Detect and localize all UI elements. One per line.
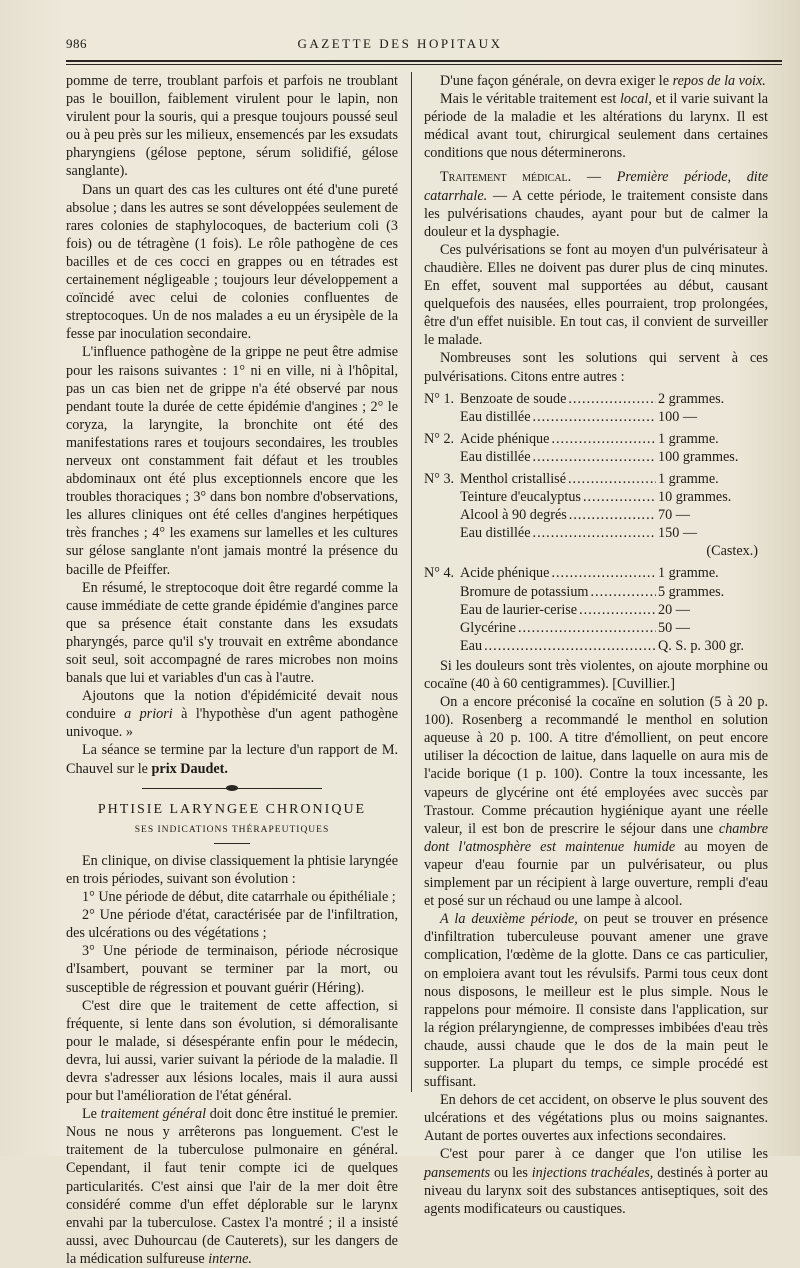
short-rule xyxy=(214,843,250,844)
leader-dots xyxy=(568,390,656,408)
text-run: — A cette période, le traitement consiste dans les pulvérisations chaudes, ayant pour but de calmer la douleur et la dysphagie. xyxy=(424,187,768,240)
right-column xyxy=(424,72,768,1218)
leader-dots xyxy=(533,524,656,542)
ingredient-name: Glycérine xyxy=(460,619,516,636)
leader-dots xyxy=(590,583,656,601)
italic-run: traitement général xyxy=(100,1106,207,1123)
ingredient-name: Acide phénique xyxy=(460,565,550,582)
recipe-line xyxy=(424,506,768,524)
paragraph: 2° Une période d'état, caractérisée par de l'infiltration, des ulcérations ou des végétations ; xyxy=(66,907,398,942)
text-run: doit donc être institué le premier. Nous ne nous y arrêterons pas longuement. C'est le traitement de la tuberculose pulmonaire en général. Cependant, il faut tenir compte ici de quelques particularités. C'est ainsi que l'air de la mer doit être considéré comme d'un effet déplorable sur le larynx envahi par la tuberculose. Castex l'a montré ; il a insisté aussi, avec Duhourcau (de Cauterets), sur les dangers de la médication sulfureuse xyxy=(66,1106,399,1267)
recipe-number: N° 4. xyxy=(424,565,455,582)
section-divider xyxy=(142,788,322,789)
paragraph: C'est dire que le traitement de cette affection, si fréquente, si lente dans son évolution, si démoralisante pour le malade, si désespérante enfin pour le médecin, devra, lui aussi, varier suivant la période de la maladie. Il devra s'adresser aux lésions locales, mais il aura aussi pour but l'amélioration de l'état général. xyxy=(66,997,398,1105)
paragraph: Nombreuses sont les solutions qui servent à ces pulvérisations. Citons entre autres : xyxy=(424,350,768,385)
leader-dots xyxy=(533,448,656,466)
ingredient-quantity: 50 — xyxy=(658,619,690,636)
leader-dots xyxy=(583,488,656,506)
recipe-list xyxy=(424,390,768,655)
recipe-line xyxy=(424,564,768,582)
italic-run: injections trachéales, xyxy=(531,1164,654,1181)
recipe-block xyxy=(424,430,768,466)
ingredient-name: Bromure de potassium xyxy=(460,583,589,600)
italic-run: local, xyxy=(619,91,652,108)
page-number: 986 xyxy=(66,36,87,51)
left-column xyxy=(66,72,398,1268)
ingredient-name: Eau distillée xyxy=(460,525,531,542)
text-run: On a encore préconisé la cocaïne en solution (5 à 20 p. 100). Rosenberg a recommandé le menthol en solution aqueuse à 20 p. 100. A titre d'émollient, on peut encore utiliser la décoction de laitue, dans laquelle on aura mis de l'acide borique (1 p. 100). Contre la toux incessante, les vapeurs de glycérine ont été employées avec succès par Trastour. Comme précaution hygiénique ayant une réelle valeur, il est bon de prescrire le séjour dans une xyxy=(424,694,768,837)
text-run: La séance se termine par la lecture d'un rapport de M. Chauvel sur le xyxy=(66,742,398,777)
recipe-line xyxy=(424,583,768,601)
ingredient-quantity: 1 gramme. xyxy=(658,565,719,582)
recipe-line xyxy=(424,524,768,542)
ingredient-quantity: 100 grammes. xyxy=(658,448,739,465)
small-caps-run: Traitement médical. xyxy=(440,169,572,186)
paragraph-a-priori xyxy=(66,687,398,741)
leader-dots xyxy=(518,619,656,637)
paragraph: Si les douleurs sont très violentes, on ajoute morphine ou cocaïne (40 à 60 centigrammes). [Cuvillier.] xyxy=(424,657,768,692)
italic-run: A la deuxième période, xyxy=(440,911,578,928)
recipe-number: N° 2. xyxy=(424,430,455,447)
column-divider xyxy=(411,72,412,1092)
paragraph: En résumé, le streptocoque doit être regardé comme la cause immédiate de cette grande épidémie d'angines parce que sa présence était constante dans les exsudats pharyngés, parce qu'il s'y trouvait en extrême abondance soit seul, soit accompagné de rares microbes non moins banals que lui et variables d'un cas à l'autre. xyxy=(66,579,398,687)
recipe-line xyxy=(424,430,768,448)
text-run: — xyxy=(586,169,602,186)
text-run: à l'hypothèse d'un agent pathogène univoque. » xyxy=(66,706,398,741)
ingredient-quantity: 100 — xyxy=(658,408,698,425)
text-run: au moyen de vapeur d'eau fournie par un pulvérisateur, ou plus simplement par un récipient à large ouverture, rempli d'eau et posé sur un réchaud ou une lampe à alcool. xyxy=(424,838,768,910)
paragraph-repos xyxy=(424,72,768,90)
paragraph: En clinique, on divise classiquement la phtisie laryngée en trois périodes, suivant son évolution : xyxy=(66,852,398,887)
section-subtitle: SES INDICATIONS THÉRAPEUTIQUES xyxy=(134,824,330,835)
paragraph: L'influence pathogène de la grippe ne peut être admise pour les raisons suivantes : 1° ni en ville, ni à l'hôpital, pas un cas bien net de grippe n'a été observé par nous pendant toute la durée de cette épidémie d'angines ; 2° le coryza, la laryngite, la bronchite ont été des manifestations rares et toujours secondaires, les troubles nerveux ont constamment fait défaut et les troubles abdominaux ont été plus exceptionnels encore que les troubles thoraciques ; 3° dans bon nombre d'observations, les allures cliniques ont été celles d'angines herpétiques très franches ; 4° les examens sur lamelles et les cultures sur gélose sanglante n'ont jamais montré la présence du bacille de Pfeiffer. xyxy=(66,344,398,578)
paragraph-deuxieme-periode xyxy=(424,910,768,1091)
text-run: Ajoutons que la notion d'épidémicité devait nous conduire xyxy=(66,688,398,723)
ingredient-quantity: 150 — xyxy=(658,525,698,542)
ingredient-name: Eau de laurier-cerise xyxy=(460,601,578,618)
ingredient-name: Eau distillée xyxy=(460,408,531,425)
italic-run: interne. xyxy=(208,1250,252,1267)
recipe-line xyxy=(424,601,768,619)
leader-dots xyxy=(551,564,656,582)
recipe-line xyxy=(424,408,768,426)
paragraph: pomme de terre, troublant parfois et parfois ne troublant pas le bouillon, faiblement virulent pour le lapin, non virulent pour la souris, qui a presque toujours poussé seul ou à peu près sur les milieux, ensemencés par les exsudats pharyngiens (gélose peptone, sérum solidifié, gélose sanglante). xyxy=(66,73,398,180)
ingredient-quantity: 20 — xyxy=(658,601,690,618)
italic-run: repos de la voix. xyxy=(672,73,766,89)
italic-run: a priori xyxy=(124,706,173,723)
ingredient-name: Menthol cristallisé xyxy=(460,470,566,487)
paragraph: En dehors de cet accident, on observe le plus souvent des ulcérations et des végétations plus ou moins saignantes. Autant de portes ouvertes aux infections secondaires. xyxy=(424,1092,768,1145)
ingredient-name: Alcool à 90 degrés xyxy=(460,507,567,524)
page-header xyxy=(0,36,800,56)
ingredient-quantity: 1 gramme. xyxy=(658,470,719,487)
paragraph-traitement xyxy=(66,1105,398,1268)
divider-ornament xyxy=(226,785,238,791)
recipe-line xyxy=(424,448,768,466)
ingredient-name: Acide phénique xyxy=(460,430,550,447)
italic-run: Première période, dite catarrhale. xyxy=(424,169,768,204)
ingredient-name: Eau xyxy=(460,637,483,654)
text-run: ou les xyxy=(494,1164,528,1181)
recipe-line xyxy=(424,390,768,408)
paragraph: Dans un quart des cas les cultures ont été d'une pureté absolue ; dans les autres se sont développées seulement de rares colonies de staphylocoques, de bacterium coli (3 fois) ou de tétragène (1 fois). Le rôle pathogène de ces bacilles et de ces cocci en grappes ou en tétrades est certainement négligeable ; toujours leur développement a coïncidé avec celui de colonies confluentes de streptocoques. Un de nos malades a eu un érysipèle de la fesse par inoculation secondaire. xyxy=(66,181,398,343)
recipe-line xyxy=(424,470,768,488)
text-run: D'une façon générale, on devra exiger le xyxy=(440,73,670,89)
bold-run: prix Daudet. xyxy=(151,760,228,777)
header-rule xyxy=(66,60,782,65)
recipe-line xyxy=(424,637,768,655)
paragraph: 1° Une période de début, dite catarrhale ou épithéliale ; xyxy=(82,889,396,906)
leader-dots xyxy=(551,430,656,448)
recipe-number: N° 3. xyxy=(424,470,455,487)
paragraph-traitement-medical xyxy=(424,168,768,240)
ingredient-name: Teinture d'eucalyptus xyxy=(460,489,581,506)
leader-dots xyxy=(484,637,656,655)
recipe-line xyxy=(424,488,768,506)
recipe-block xyxy=(424,470,768,560)
text-run: Mais le véritable traitement est xyxy=(440,91,617,108)
leader-dots xyxy=(533,408,656,426)
ingredient-quantity: Q. S. p. 300 gr. xyxy=(658,637,744,654)
leader-dots xyxy=(579,601,656,619)
paragraph: Ces pulvérisations se font au moyen d'un pulvérisateur à chaudière. Elles ne doivent pas durer plus de cinq minutes. En effet, souvent mal supportées au début, causant quelquefois des nausées, elles pourraient, trop prolongées, être d'un effet nuisible. En tout cas, il convient de surveiller le malade. xyxy=(424,241,768,349)
section-title: PHTISIE LARYNGEE CHRONIQUE xyxy=(97,801,367,817)
recipe-line xyxy=(424,619,768,637)
paragraph-seance xyxy=(66,741,398,777)
text-run: destinés à porter au niveau du larynx soit des substances antiseptiques, soit des agents modificateurs ou caustiques. xyxy=(424,1164,768,1217)
ingredient-name: Eau distillée xyxy=(460,448,531,465)
ingredient-quantity: 2 grammes. xyxy=(658,390,725,407)
text-run: on peut se trouver en présence d'infiltration tuberculeuse pouvant amener une grave complication, l'œdème de la glotte. Dans ce cas particulier, on emploiera avant tout les révulsifs. Parmi tous ceux dont nous disposons, le meilleur est le plus simple. Nous le rappelons pour mémoire. Il consiste dans l'application, sur la région prélaryngienne, de compresses imbibées d'eau très chaude, aussi chaude que le dos de la main peut le supporter. La plupart du temps, ce simple procédé est suffisant. xyxy=(424,911,768,1091)
leader-dots xyxy=(568,470,656,488)
journal-title: GAZETTE DES HOPITAUX xyxy=(297,36,503,51)
recipe-block xyxy=(424,390,768,426)
ingredient-quantity: 5 grammes. xyxy=(658,583,725,600)
paragraph-local xyxy=(424,90,768,162)
text-run: C'est pour parer à ce danger que l'on utilise les xyxy=(440,1146,768,1163)
paragraph: 3° Une période de terminaison, période nécrosique d'Isambert, pouvant se terminer par la mort, ou susceptible de régression et pouvant guérir (Héring). xyxy=(66,943,398,996)
italic-run: chambre dont l'atmosphère est maintenue humide xyxy=(424,820,769,855)
ingredient-name: Benzoate de soude xyxy=(460,390,567,407)
paragraph-cocaine xyxy=(424,693,768,910)
paragraph-pansements xyxy=(424,1145,768,1217)
recipe-number: N° 1. xyxy=(424,390,455,407)
recipe-source: (Castex.) xyxy=(706,543,758,560)
text-run: et il varie suivant la période de la maladie et les altérations du larynx. Il est médical avant tout, chirurgical seulement dans certaines conditions que nous déterminerons. xyxy=(424,91,769,162)
text-run: Le xyxy=(82,1106,97,1123)
leader-dots xyxy=(569,506,656,524)
ingredient-quantity: 70 — xyxy=(658,507,690,524)
italic-run: pansements xyxy=(424,1164,491,1181)
ingredient-quantity: 10 grammes. xyxy=(658,489,732,506)
recipe-block xyxy=(424,564,768,654)
ingredient-quantity: 1 gramme. xyxy=(658,430,719,447)
